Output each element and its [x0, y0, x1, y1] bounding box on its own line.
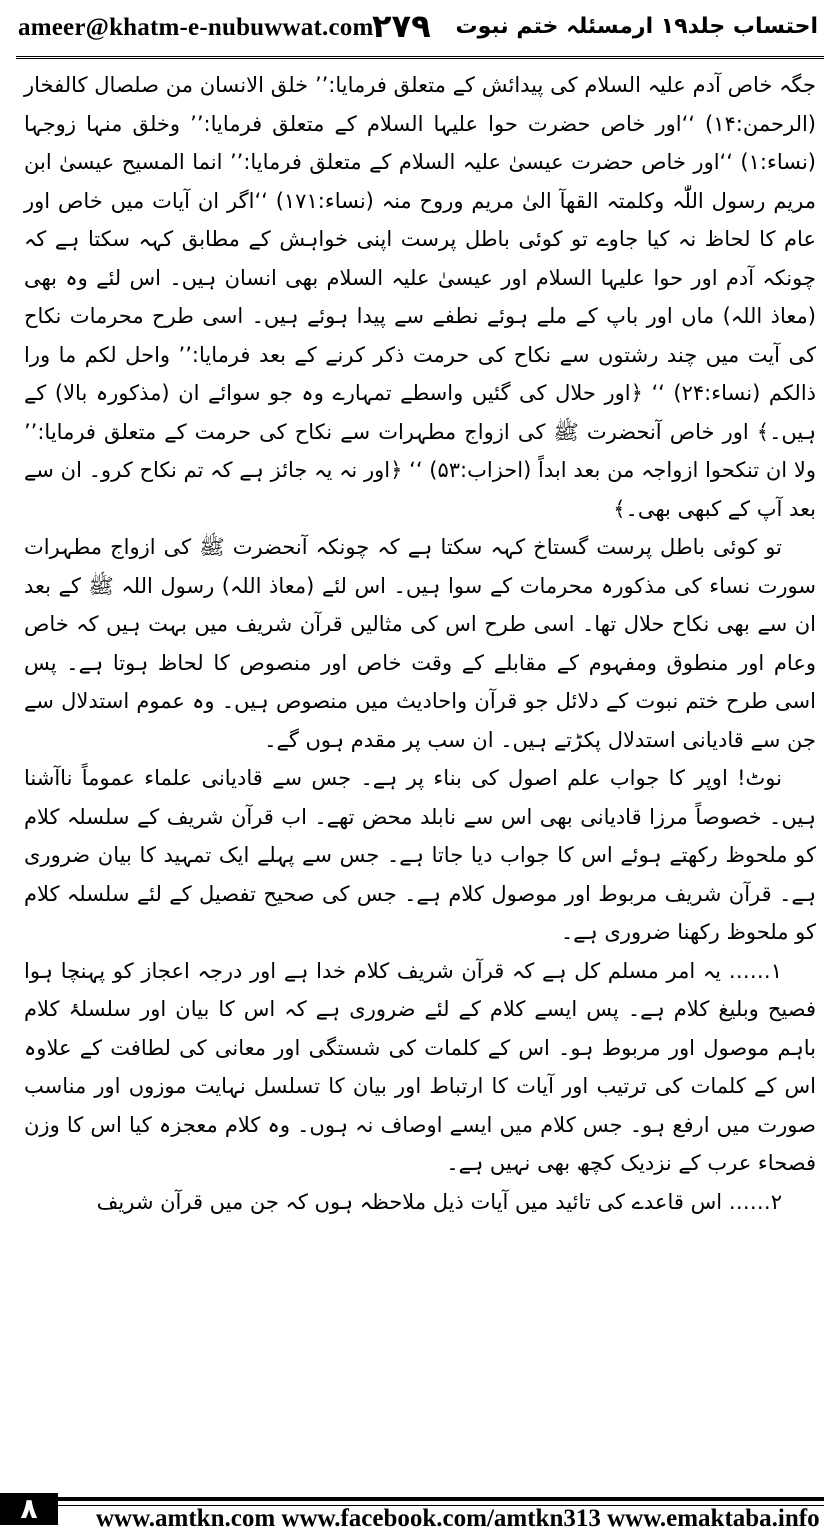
header-page-number: ۲۷۹ — [372, 7, 431, 45]
footer-divider — [58, 1497, 824, 1501]
page-footer — [0, 1493, 840, 1540]
header-book-title: احتساب جلد۱۹ ارمسئلہ ختم نبوت — [455, 14, 818, 39]
header-divider — [16, 56, 824, 59]
footer-links[interactable]: www.amtkn.com www.facebook.com/amtkn313 www.emaktaba.info — [96, 1505, 820, 1532]
page-body — [24, 66, 816, 1446]
header-email: ameer@khatm-e-nubuwwat.com — [18, 14, 374, 41]
paragraph: ۲…… اس قاعدے کی تائید میں آیات ذیل ملاحظہ ہوں کہ جن میں قرآن شریف — [96, 1189, 782, 1214]
paragraph: جگہ خاص آدم علیہ السلام کی پیدائش کے متعلق فرمایا:’’ خلق الانسان من صلصال کالفخار (الرحمن:۱۴) ‘‘اور خاص حضرت حوا علیہا السلام کے متعلق فرمایا:’’ وخلق منہا زوجہا (نساء:۱) ‘‘اور خاص حضرت عیسیٰ علیہ السلام کے متعلق فرمایا:’’ انما المسیح عیسیٰ ابن مریم رسول اللّٰہ وکلمتہ القھآ الیٰ مریم وروح منہ (نساء:۱۷۱) ‘‘اگر ان آیات میں خاص اور عام کا لحاظ نہ کیا جاوے تو کوئی باطل پرست اپنی خواہش کے مطابق کہہ سکتا ہے کہ چونکہ آدم اور حوا علیہا السلام اور عیسیٰ علیہ السلام بھی انسان ہیں۔ اس لئے وہ بھی (معاذ اللہ) ماں اور باپ کے ملے ہوئے نطفے سے پیدا ہوئے ہیں۔ اسی طرح محرمات نکاح کی آیت میں چند رشتوں سے نکاح کی حرمت ذکر کرنے کے بعد فرمایا:’’ واحل لکم ما ورا ذالکم (نساء:۲۴) ‘‘ ﴿اور حلال کی گئیں واسطے تمہارے وہ جو سوائے ان (مذکورہ بالا) کے ہیں۔﴾ اور خاص آنحضرت ﷺ کی ازواج مطہرات سے نکاح کی حرمت کے متعلق فرمایا:’’ ولا ان تنکحوا ازواجہ من بعد ابداً (احزاب:۵۳) ‘‘ ﴿اور نہ یہ جائز ہے کہ تم نکاح کرو۔ ان سے بعد آپ کے کبھی بھی۔﴾ — [24, 73, 817, 521]
footer-page-number: ۸ — [0, 1493, 58, 1525]
page-header — [0, 0, 840, 60]
paragraph: تو کوئی باطل پرست گستاخ کہہ سکتا ہے کہ چونکہ آنحضرت ﷺ کی ازواج مطہرات سورت نساء کی مذکورہ محرمات کے سوا ہیں۔ اس لئے (معاذ اللہ) رسول اللہ ﷺ کے بعد ان سے بھی نکاح حلال تھا۔ اسی طرح اس کی مثالیں قرآن شریف میں بہت ہیں کہ خاص وعام اور منطوق ومفہوم کے مقابلے کے وقت خاص اور منصوص کا لحاظ ہوتا ہے۔ پس اسی طرح ختم نبوت کے دلائل جو قرآن واحادیث میں منصوص ہیں۔ وہ عموم استدلال سے جن سے قادیانی استدلال پکڑتے ہیں۔ ان سب پر مقدم ہوں گے۔ — [24, 535, 816, 752]
paragraph: نوٹ! اوپر کا جواب علم اصول کی بناء پر ہے۔ جس سے قادیانی علماء عموماً ناآشنا ہیں۔ خصوصاً مرزا قادیانی بھی اس سے نابلد محض تھے۔ اب قرآن شریف کے سلسلہ کلام کو ملحوظ رکھتے ہوئے اس کا جواب دیا جاتا ہے۔ جس سے پہلے ایک تمہید کا بیان ضروری ہے۔ قرآن شریف مربوط اور موصول کلام ہے۔ جس کی صحیح تفصیل کے لئے سلسلہ کلام کو ملحوظ رکھنا ضروری ہے۔ — [24, 766, 816, 944]
paragraph: ۱…… یہ امر مسلم کل ہے کہ قرآن شریف کلام خدا ہے اور درجہ اعجاز کو پہنچا ہوا فصیح وبلیغ کلام ہے۔ پس ایسے کلام کے لئے ضروری ہے کہ اس کا بیان اور سلسلۂ کلام باہم موصول اور مربوط ہو۔ اس کے کلمات کی شستگی اور معانی کی لطافت کے علاوہ اس کے کلمات کی ترتیب اور آیات کا ارتباط اور بیان کا تسلسل نہایت موزوں اور مناسب صورت میں ارفع ہو۔ جس کلام میں ایسے اوصاف نہ ہوں۔ وہ کلام معجزہ کیا اس کا وزن فصحاء عرب کے نزدیک کچھ بھی نہیں ہے۔ — [24, 958, 816, 1175]
